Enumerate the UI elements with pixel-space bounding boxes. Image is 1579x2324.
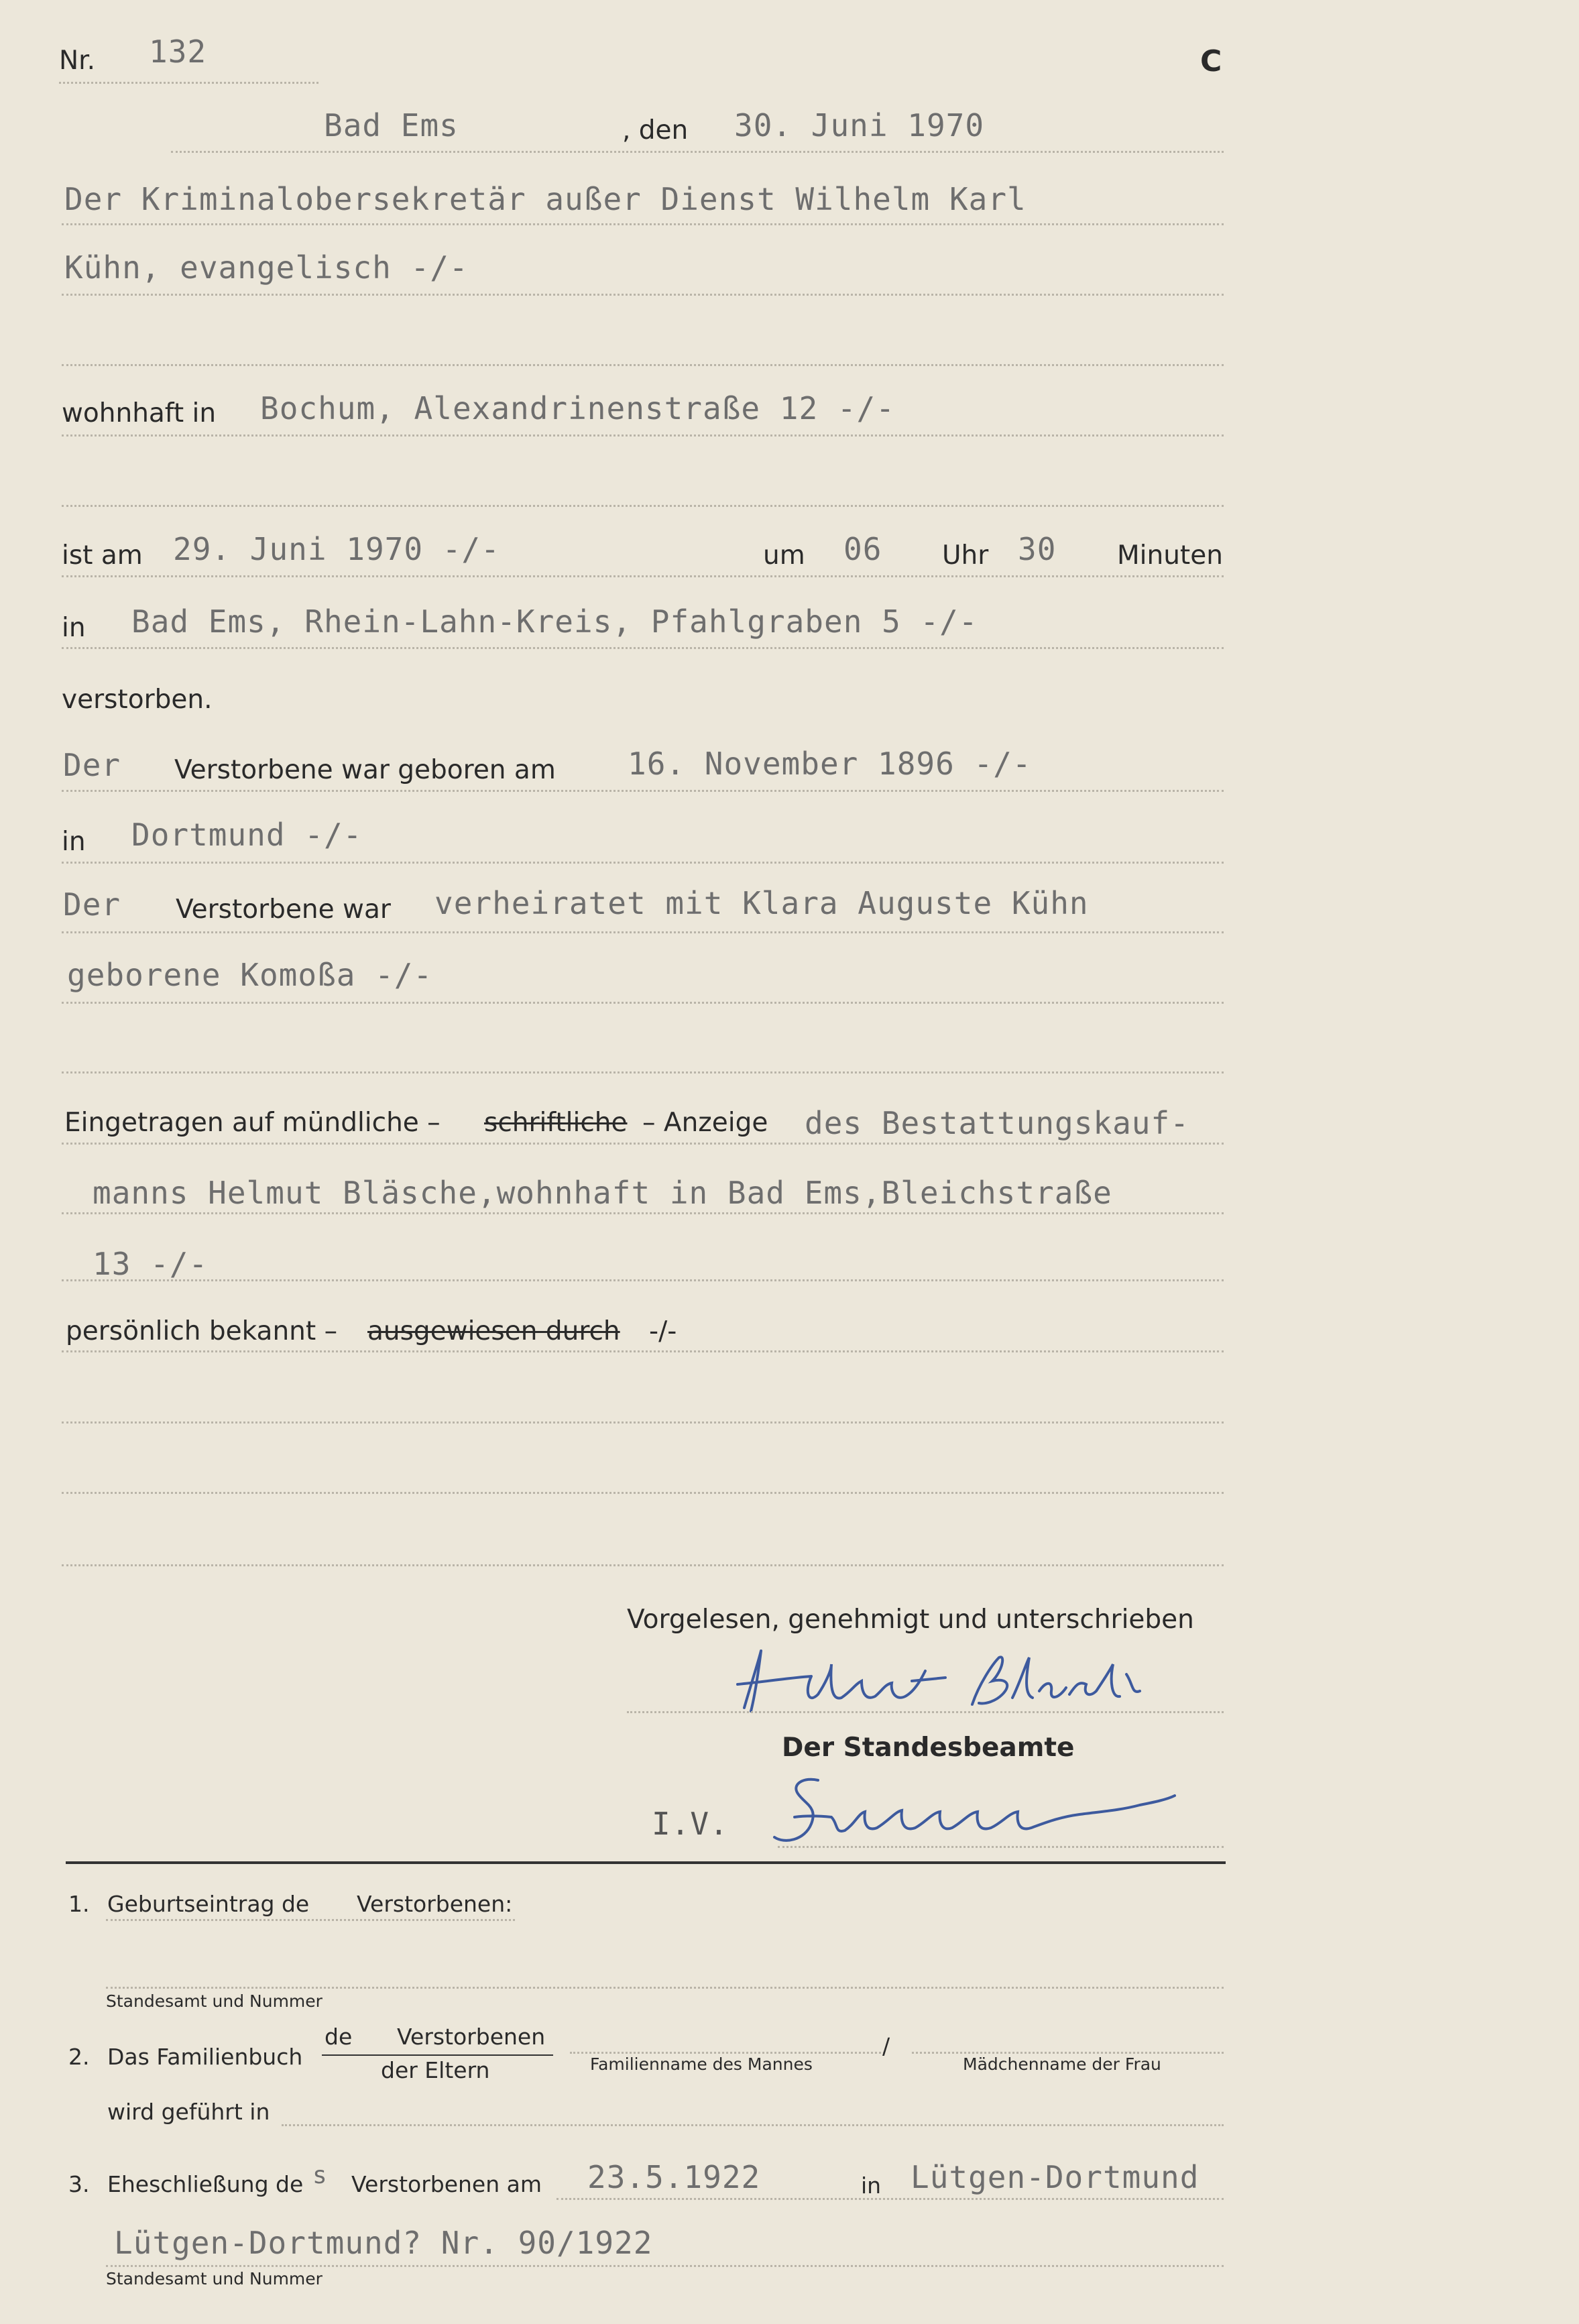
footer-2-frac-top-b: Verstorbenen xyxy=(397,2024,546,2050)
report-label-struck: schriftliche xyxy=(484,1108,628,1138)
death-minute: 30 xyxy=(1018,531,1057,567)
informant-signature-rule xyxy=(627,1711,1224,1713)
uhr-label: Uhr xyxy=(942,540,989,571)
marriage-line-2: geborene Komoßa -/- xyxy=(67,957,433,993)
residence-rule-1 xyxy=(62,434,1224,437)
death-date-value: 29. Juni 1970 -/- xyxy=(173,531,500,567)
identity-label-a: persönlich bekannt – xyxy=(66,1316,338,1346)
birth-date-value: 16. November 1896 -/- xyxy=(628,746,1032,782)
footer-2-number: 2. xyxy=(68,2044,90,2070)
footer-2-label: Das Familienbuch xyxy=(107,2044,303,2070)
identity-value: -/- xyxy=(649,1316,677,1346)
residence-label: wohnhaft in xyxy=(62,398,217,428)
report-label-b: – Anzeige xyxy=(642,1108,768,1138)
official-signature-text: Sommer xyxy=(966,1810,969,1811)
marriage-rule-3 xyxy=(62,1071,1224,1073)
footer-2-rule-wird xyxy=(282,2124,1224,2126)
footer-3-s-typed: s xyxy=(312,2162,328,2189)
birth-date-rule xyxy=(62,790,1224,792)
footer-3-rule-b xyxy=(106,2265,1224,2267)
death-place-rule xyxy=(62,647,1224,649)
death-place-label: in xyxy=(62,613,86,643)
footer-3-in-label: in xyxy=(861,2172,882,2199)
person-line-1: Der Kriminalobersekretär außer Dienst Wilhelm Karl xyxy=(64,181,1027,217)
marriage-der-typed: Der xyxy=(63,886,121,923)
place-value: Bad Ems xyxy=(324,107,459,143)
person-rule-3 xyxy=(62,364,1224,366)
report-rule-2 xyxy=(62,1212,1224,1214)
footer-3-label: Eheschließung de xyxy=(107,2171,304,2197)
footer-3-registry: Lütgen-Dortmund? Nr. 90/1922 xyxy=(114,2225,653,2261)
death-date-label: ist am xyxy=(62,540,143,571)
footer-3-date: 23.5.1922 xyxy=(587,2159,761,2195)
identity-rule-4 xyxy=(62,1564,1224,1566)
iv-label: I.V. xyxy=(652,1806,729,1842)
identity-rule-1 xyxy=(62,1350,1224,1352)
person-rule-1 xyxy=(62,223,1224,225)
identity-rule-3 xyxy=(62,1492,1224,1494)
birth-label: Verstorbene war geboren am xyxy=(174,755,556,785)
den-label: , den xyxy=(622,115,689,146)
footer-1-caption: Standesamt und Nummer xyxy=(106,1991,323,2011)
um-label: um xyxy=(763,540,805,571)
footer-separator xyxy=(66,1861,1226,1864)
footer-2-frac-top-a: de xyxy=(325,2024,353,2050)
footer-3-rule-a xyxy=(557,2198,1224,2200)
report-rule-1 xyxy=(62,1143,1224,1145)
person-line-2: Kühn, evangelisch -/- xyxy=(64,249,469,286)
official-signature xyxy=(764,1770,1180,1857)
footer-1-label-b: Verstorbenen: xyxy=(357,1891,513,1917)
death-hour: 06 xyxy=(843,531,882,567)
person-rule-2 xyxy=(62,294,1224,296)
birth-place-value: Dortmund -/- xyxy=(131,817,363,853)
minuten-label: Minuten xyxy=(1117,540,1223,571)
report-rule-3 xyxy=(62,1279,1224,1281)
footer-2-rule-wife xyxy=(912,2052,1224,2054)
marriage-label: Verstorbene war xyxy=(176,894,391,925)
report-line-1: des Bestattungskauf- xyxy=(805,1105,1189,1141)
footer-3-caption: Standesamt und Nummer xyxy=(106,2269,323,2288)
nr-label: Nr. xyxy=(59,46,96,76)
footer-2-slash: / xyxy=(882,2033,890,2059)
report-label-a: Eingetragen auf mündliche – xyxy=(64,1108,441,1138)
marriage-rule-2 xyxy=(62,1002,1224,1004)
residence-rule-2 xyxy=(62,505,1224,507)
report-line-3: 13 -/- xyxy=(93,1246,209,1282)
marriage-line-1: verheiratet mit Klara Auguste Kühn xyxy=(434,885,1089,921)
birth-place-label: in xyxy=(62,827,86,857)
form-letter: C xyxy=(1200,44,1222,78)
footer-3-label-b: Verstorbenen am xyxy=(351,2171,542,2197)
footer-3-number: 3. xyxy=(68,2171,90,2197)
footer-2-caption-husband: Familienname des Mannes xyxy=(590,2054,813,2074)
approval-text: Vorgelesen, genehmigt und unterschrieben xyxy=(627,1605,1194,1635)
death-date-rule xyxy=(62,575,1224,577)
footer-1-number: 1. xyxy=(68,1891,90,1917)
death-place-value: Bad Ems, Rhein-Lahn-Kreis, Pfahlgraben 5 -/- xyxy=(131,603,978,640)
footer-2-caption-wife: Mädchenname der Frau xyxy=(963,2054,1161,2074)
register-number: 132 xyxy=(149,34,207,70)
official-signature-rule xyxy=(778,1846,1224,1848)
footer-1-label: Geburtseintrag de xyxy=(107,1891,310,1917)
footer-2-rule-husband xyxy=(570,2052,885,2054)
verstorben-label: verstorben. xyxy=(62,685,213,715)
residence-value: Bochum, Alexandrinenstraße 12 -/- xyxy=(260,390,895,426)
birth-der-typed: Der xyxy=(63,747,121,783)
footer-1-rule-a xyxy=(106,1919,515,1921)
footer-2-wird-label: wird geführt in xyxy=(107,2099,270,2125)
marriage-rule-1 xyxy=(62,931,1224,933)
footer-3-place: Lütgen-Dortmund xyxy=(911,2159,1200,2195)
report-line-2: manns Helmut Bläsche,wohnhaft in Bad Ems,Bleichstraße xyxy=(93,1175,1112,1211)
identity-label-struck: ausgewiesen durch xyxy=(367,1316,620,1346)
nr-rule xyxy=(59,82,318,84)
date-value: 30. Juni 1970 xyxy=(734,107,985,143)
date-rule xyxy=(171,151,1224,153)
identity-rule-2 xyxy=(62,1421,1224,1424)
birth-place-rule xyxy=(62,862,1224,864)
footer-2-frac-bottom: der Eltern xyxy=(381,2057,490,2083)
official-title: Der Standesbeamte xyxy=(782,1733,1075,1763)
footer-2-fraction-line xyxy=(322,2054,553,2056)
footer-1-rule-b xyxy=(106,1987,1224,1989)
informant-signature-text: Helmut Bläsche xyxy=(932,1684,937,1685)
